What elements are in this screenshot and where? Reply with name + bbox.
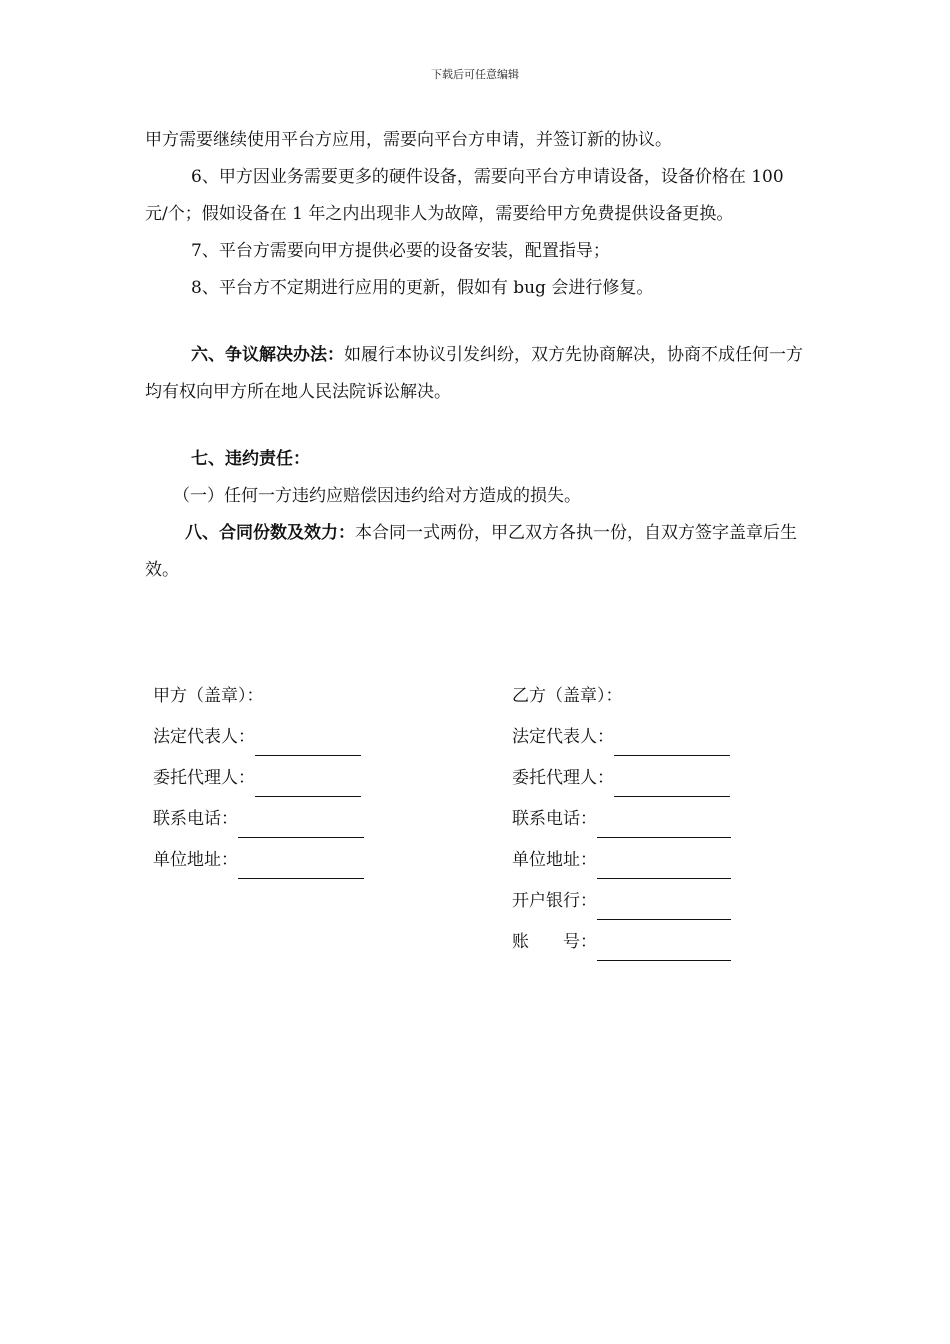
party-b-phone-label: 联系电话：	[512, 809, 597, 829]
party-b-account-blank[interactable]	[597, 934, 731, 961]
section-6-text: 如履行本协议引发纠纷，双方先协商解决，协商不成任何一方均有权向甲方所在地人民法院诉讼解决。	[145, 345, 803, 402]
party-b-agent-label: 委托代理人：	[512, 768, 614, 788]
party-b-agent-row	[512, 756, 731, 797]
party-b-bank-blank[interactable]	[597, 893, 731, 920]
party-b-account-row	[512, 920, 731, 961]
party-b-address-label: 单位地址：	[512, 850, 597, 870]
clause-7: 7、平台方需要向甲方提供必要的设备安装，配置指导；	[191, 241, 610, 261]
clause-8: 8、平台方不定期进行应用的更新，假如有 bug 会进行修复。	[191, 278, 654, 298]
party-a-legal-rep-row	[153, 715, 364, 756]
party-a-agent-row	[153, 756, 364, 797]
party-a-phone-row	[153, 797, 364, 838]
section-6-title: 六、争议解决办法：	[191, 345, 344, 365]
party-b-phone-row	[512, 797, 731, 838]
party-b-account-label-a: 账	[512, 932, 529, 952]
party-a-address-blank[interactable]	[238, 852, 364, 879]
party-b-address-row	[512, 838, 731, 879]
party-b-signature-block	[512, 674, 731, 961]
page-header: 下载后可任意编辑	[431, 68, 519, 81]
party-b-bank-row	[512, 879, 731, 920]
party-b-legal-rep-blank[interactable]	[614, 729, 730, 756]
party-a-legal-rep-blank[interactable]	[255, 729, 361, 756]
section-6	[145, 337, 807, 411]
party-b-phone-blank[interactable]	[597, 811, 731, 838]
party-b-account-label	[512, 923, 597, 961]
party-b-title: 乙方（盖章）：	[512, 686, 623, 706]
party-a-legal-rep-label: 法定代表人：	[153, 727, 255, 747]
section-8	[145, 515, 807, 589]
section-7-item-1: （一）任何一方违约应赔偿因违约给对方造成的损失。	[173, 486, 581, 506]
paragraph-continuation: 甲方需要继续使用平台方应用，需要向平台方申请，并签订新的协议。	[145, 130, 672, 150]
party-a-agent-blank[interactable]	[255, 770, 361, 797]
party-a-signature-block	[153, 674, 364, 879]
clause-6: 6、甲方因业务需要更多的硬件设备，需要向平台方申请设备，设备价格在 100 元/个；假如设备在 1 年之内出现非人为故障，需要给甲方免费提供设备更换。	[145, 167, 784, 224]
document-body	[145, 122, 807, 589]
party-b-address-blank[interactable]	[597, 852, 731, 879]
party-a-agent-label: 委托代理人：	[153, 768, 255, 788]
party-b-legal-rep-label: 法定代表人：	[512, 727, 614, 747]
party-a-title: 甲方（盖章）：	[153, 686, 264, 706]
party-b-bank-label: 开户银行：	[512, 891, 597, 911]
section-8-text: 本合同一式两份，甲乙双方各执一份，自双方签字盖章后生效。	[145, 523, 797, 580]
section-8-title: 八、合同份数及效力：	[185, 523, 355, 543]
party-a-phone-label: 联系电话：	[153, 809, 238, 829]
party-a-address-row	[153, 838, 364, 879]
party-b-account-label-b: 号：	[563, 932, 597, 952]
party-a-phone-blank[interactable]	[238, 811, 364, 838]
section-7-title: 七、违约责任：	[191, 449, 310, 469]
party-a-address-label: 单位地址：	[153, 850, 238, 870]
party-b-agent-blank[interactable]	[614, 770, 730, 797]
party-b-legal-rep-row	[512, 715, 731, 756]
